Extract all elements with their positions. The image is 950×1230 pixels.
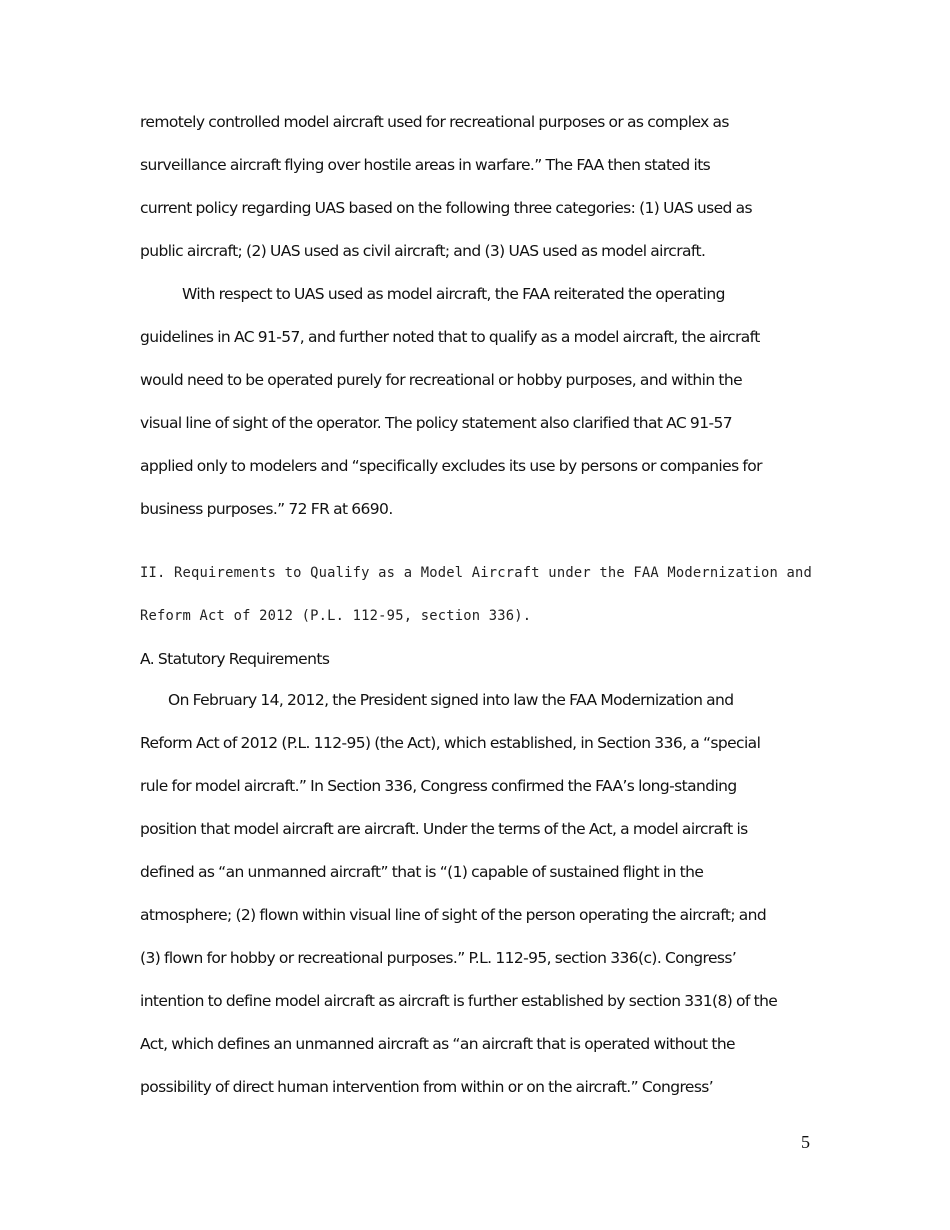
text-line: On February 14, 2012, the President signed into law the FAA Modernization and [168, 691, 734, 709]
text-line: position that model aircraft are aircraft. Under the terms of the Act, a model aircraft is [140, 820, 748, 838]
text-line: With respect to UAS used as model aircraft, the FAA reiterated the operating [182, 285, 725, 303]
text-line: atmosphere; (2) flown within visual line of sight of the person operating the aircraft; and [140, 906, 767, 924]
text-line: visual line of sight of the operator. The policy statement also clarified that AC 91-57 [140, 414, 732, 432]
text-line: intention to define model aircraft as aircraft is further established by section 331(8) of the [140, 992, 778, 1010]
text-line: business purposes.” 72 FR at 6690. [140, 500, 393, 518]
section-heading-line: Reform Act of 2012 (P.L. 112-95, section 336). [140, 608, 532, 624]
text-line: remotely controlled model aircraft used for recreational purposes or as complex as [140, 113, 729, 131]
text-line: current policy regarding UAS based on the following three categories: (1) UAS used as [140, 199, 752, 217]
page-number: 5 [801, 1132, 810, 1152]
text-line: surveillance aircraft flying over hostile areas in warfare.” The FAA then stated its [140, 156, 711, 174]
text-line: would need to be operated purely for recreational or hobby purposes, and within the [140, 371, 743, 389]
text-line: public aircraft; (2) UAS used as civil aircraft; and (3) UAS used as model aircraft. [140, 242, 706, 260]
text-line: defined as “an unmanned aircraft” that is “(1) capable of sustained flight in the [140, 863, 704, 881]
text-line: applied only to modelers and “specifically excludes its use by persons or companies for [140, 457, 762, 475]
section-heading-line: II. Requirements to Qualify as a Model Aircraft under the FAA Modernization and [140, 565, 813, 581]
text-line: guidelines in AC 91-57, and further noted that to qualify as a model aircraft, the aircraft [140, 328, 760, 346]
text-line: (3) flown for hobby or recreational purposes.” P.L. 112-95, section 336(c). Congress’ [140, 949, 737, 967]
subsection-heading: A. Statutory Requirements [140, 650, 330, 668]
text-line: possibility of direct human intervention from within or on the aircraft.” Congress’ [140, 1078, 714, 1096]
text-line: Reform Act of 2012 (P.L. 112-95) (the Act), which established, in Section 336, a “special [140, 734, 761, 752]
text-line: Act, which defines an unmanned aircraft as “an aircraft that is operated without the [140, 1035, 735, 1053]
text-line: rule for model aircraft.” In Section 336, Congress confirmed the FAA’s long-standing [140, 777, 737, 795]
